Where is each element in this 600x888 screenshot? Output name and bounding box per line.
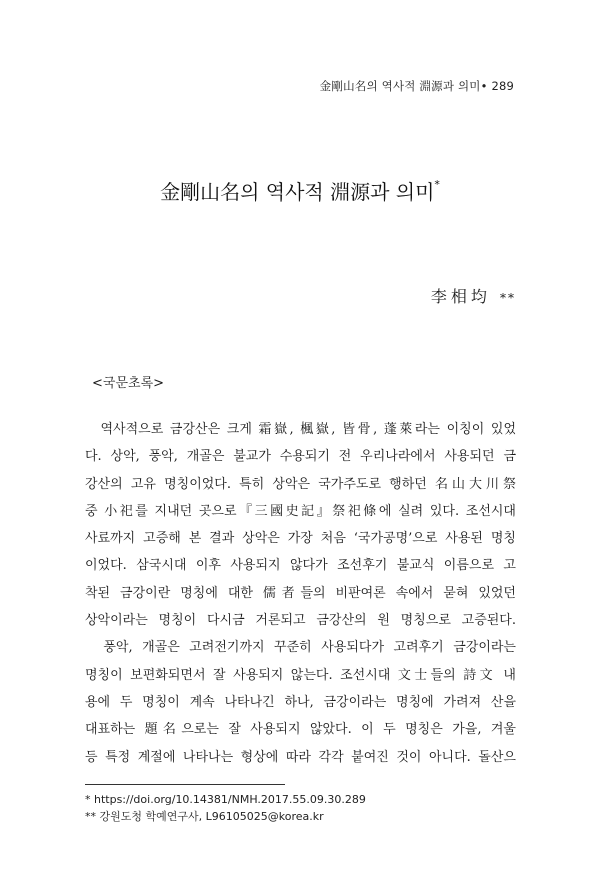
footnotes: [85, 791, 516, 825]
body-line: 대표하는 題名으로는 잘 사용되지 않았다. 이 두 명칭은 가을, 겨울: [85, 722, 516, 738]
body-line: 이었다. 삼국시대 이후 사용되지 않다가 조선후기 불교식 이름으로 고: [85, 558, 516, 574]
body-line: 등 특정 계절에 나타나는 형상에 따라 각각 붙여진 것이 아니다. 돌산으: [85, 749, 516, 765]
author-footnote-mark: **: [500, 291, 516, 305]
running-header: 金剛山名의 역사적 淵源과 의미• 289: [319, 79, 514, 93]
footnote-author-affiliation: ** 강원도청 학예연구사, L96105025@korea.kr: [85, 810, 324, 823]
body-line: 용에 두 명칭이 계속 나타나긴 하나, 금강이라는 명칭에 가려져 산을: [85, 694, 516, 710]
body-line: 사료까지 고증해 본 결과 상악은 가장 처음 ‘국가공명’으로 사용된 명칭: [85, 531, 516, 547]
abstract-body: [85, 416, 516, 771]
author-name: 李相均: [430, 287, 491, 306]
author-line: [300, 284, 516, 307]
paper-title: [0, 176, 600, 205]
footnote-doi: * https://doi.org/10.14381/NMH.2017.55.09.30.289: [85, 793, 366, 806]
body-line: 착된 금강이란 명칭에 대한 儒者들의 비판여론 속에서 묻혀 있었던: [85, 585, 516, 601]
paper-title-text: 金剛山名의 역사적 淵源과 의미: [160, 180, 435, 204]
abstract-label: <국문초록>: [92, 376, 165, 391]
title-footnote-mark: *: [434, 178, 440, 191]
body-line: 명칭이 보편화되면서 잘 사용되지 않는다. 조선시대 文士들의 詩文 내: [85, 667, 516, 683]
body-line: 상악이라는 명칭이 다시금 거론되고 금강산의 원 명칭으로 고증된다.: [85, 613, 516, 629]
body-line: 강산의 고유 명칭이었다. 특히 상악은 국가주도로 행하던 名山大川祭: [85, 476, 516, 492]
body-line: 역사적으로 금강산은 크게 霜嶽, 楓嶽, 皆骨, 蓬萊라는 이칭이 있었: [85, 422, 516, 437]
body-line: 풍악, 개골은 고려전기까지 꾸준히 사용되다가 고려후기 금강이라는: [85, 640, 516, 656]
body-line: 다. 상악, 풍악, 개골은 불교가 수용되기 전 우리나라에서 사용되던 금: [85, 449, 516, 465]
body-line: 중 小祀를 지내던 곳으로『三國史記』祭祀條에 실려 있다. 조선시대: [85, 503, 516, 519]
footnote-divider: [85, 784, 285, 785]
